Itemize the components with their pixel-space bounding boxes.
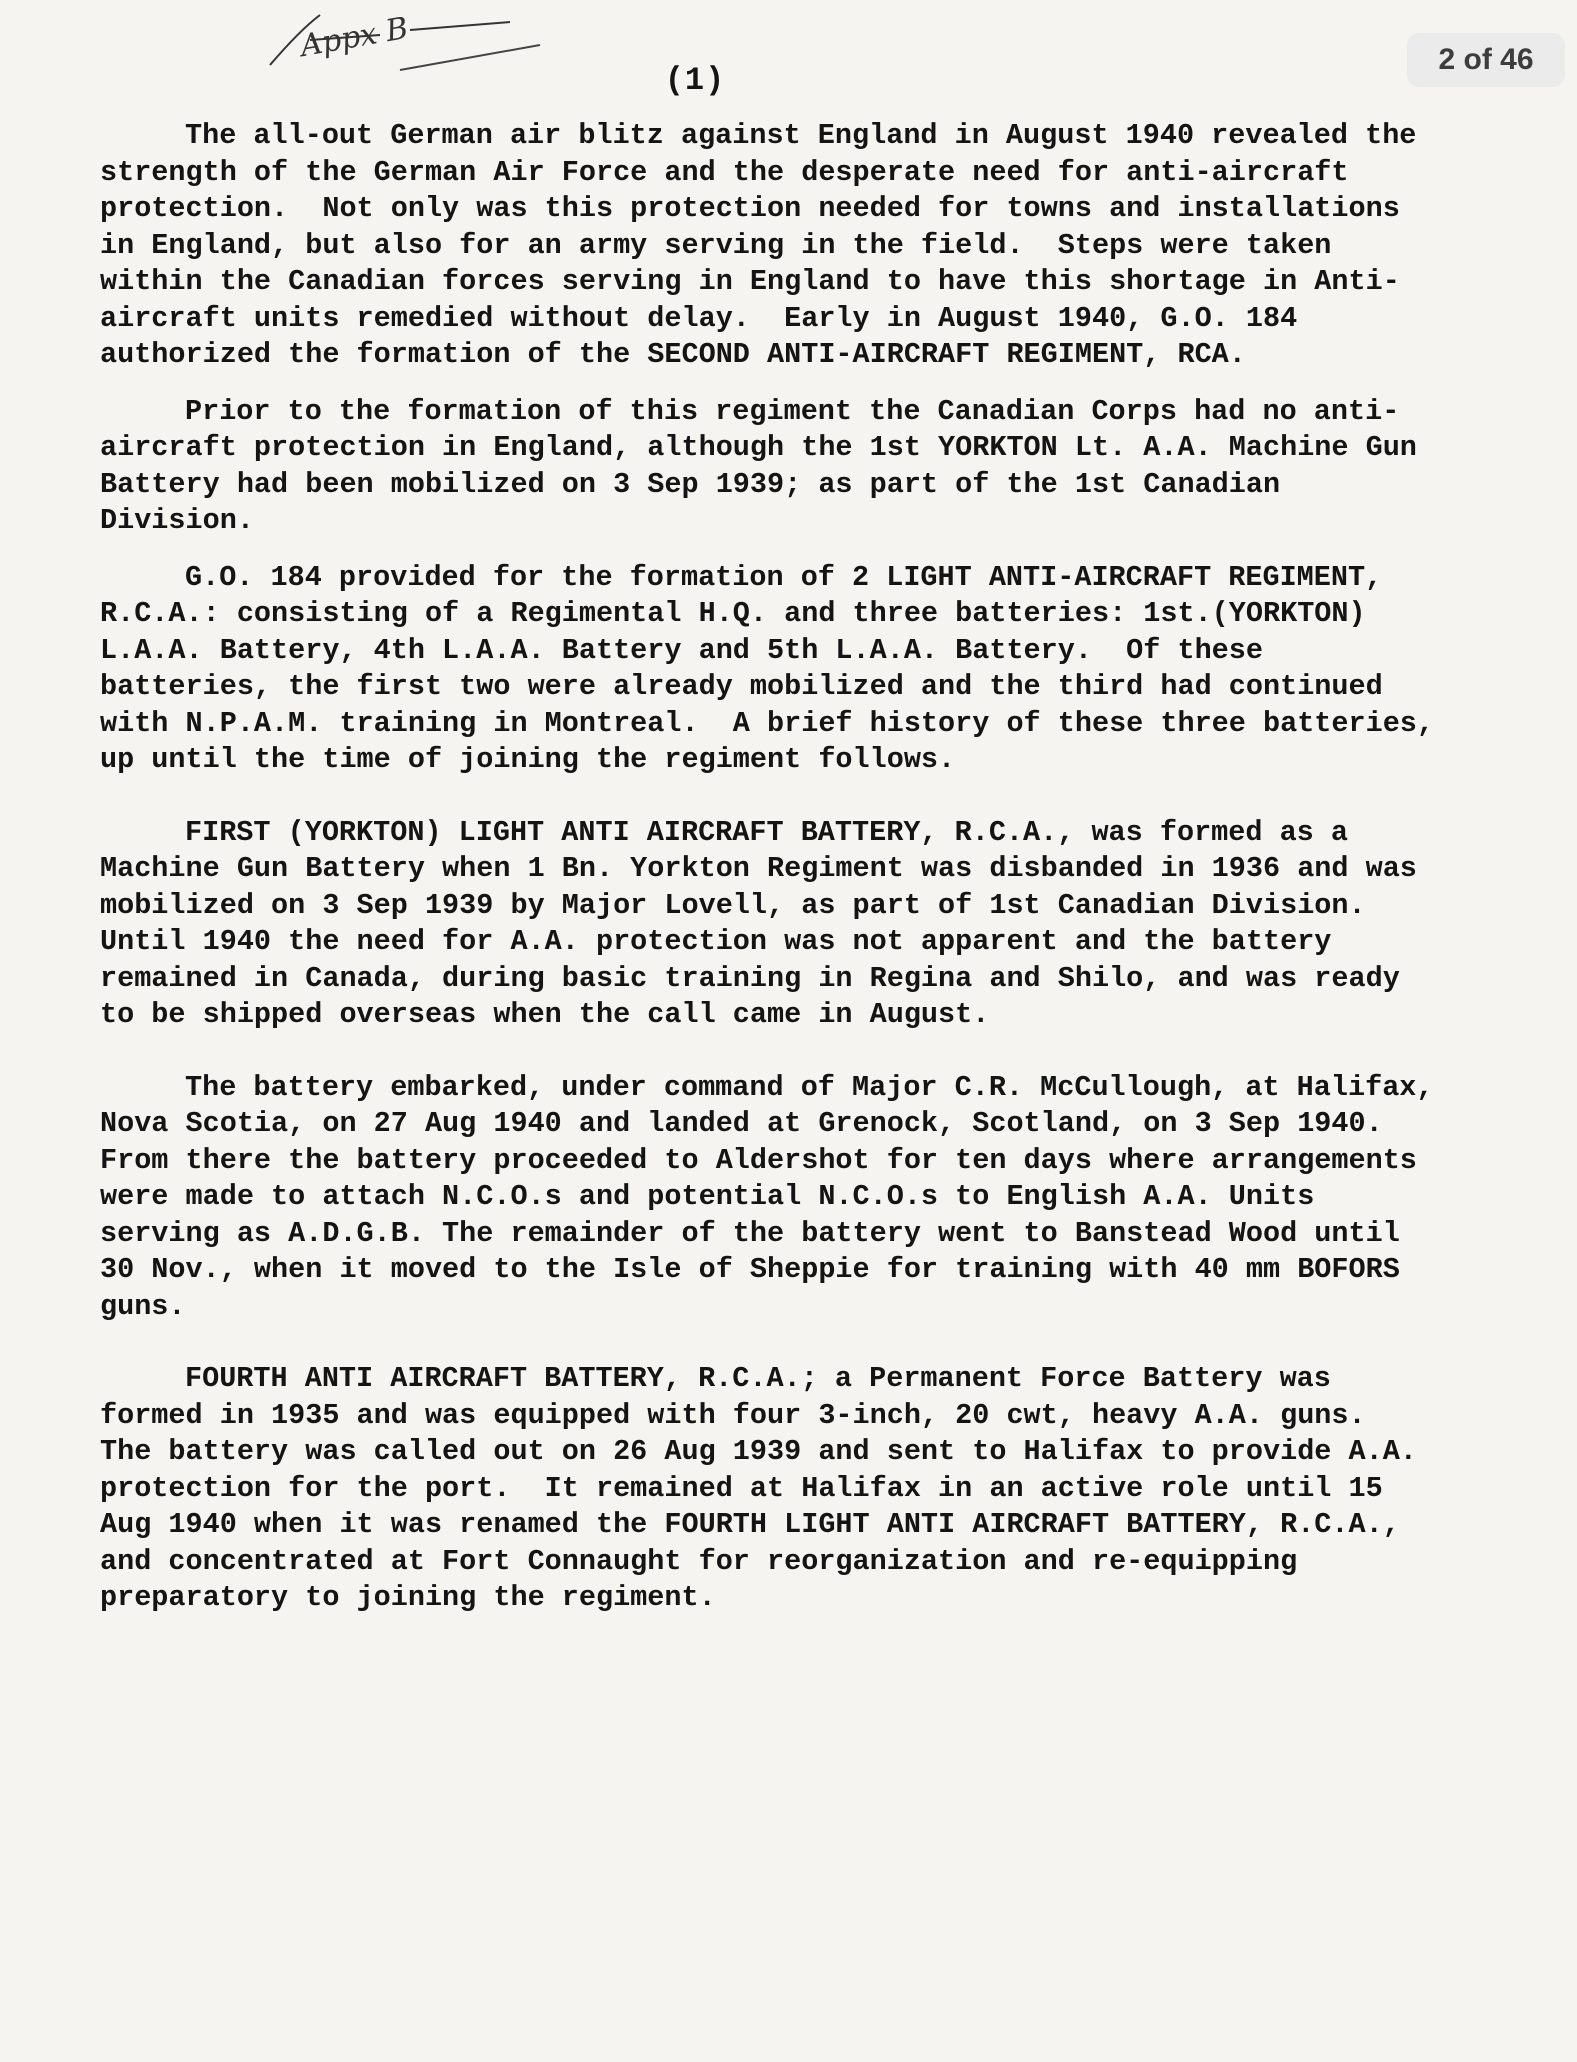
paragraph-first-battery: FIRST (YORKTON) LIGHT ANTI AIRCRAFT BATTERY, R.C.A., was formed as a Machine Gun Battery when 1 Bn. Yorkton Regiment was disbanded in 1936 and was mobilized on 3 Sep 1939 by Major Lovell, as part of 1st Canadian Division. Until 1940 the need for A.A. protection was not apparent and the battery remained in Canada, during basic training in Regina and Shilo, and was ready to be shipped overseas when the call came in August. [100, 815, 1435, 1031]
paragraph-battery-embarked: The battery embarked, under command of Major C.R. McCullough, at Halifax, Nova Scotia, on 27 Aug 1940 and landed at Grenock, Scotland, on 3 Sep 1940. From there the battery proceeded to Aldershot for ten days where arrangements were made to attach N.C.O.s and potential N.C.O.s to English A.A. Units serving as A.D.G.B. The remainder of the battery went to Banstead Wood until 30 Nov., when it moved to the Isle of Sheppie for training with 40 mm BOFORS guns. [100, 1070, 1451, 1323]
paragraph-go-184: G.O. 184 provided for the formation of 2 LIGHT ANTI-AIRCRAFT REGIMENT, R.C.A.: consisting of a Regimental H.Q. and three batteries: 1st.(YORKTON) L.A.A. Battery, 4th L.A.A. Battery and 5th L.A.A. Battery. Of these batteries, the first two were already mobilized and the third had continued with N.P.A.M. training in Montreal. A brief history of these three batteries, up until the time of joining the regiment follows. [100, 560, 1452, 776]
page-number: (1) [664, 62, 726, 99]
paragraph-fourth-battery: FOURTH ANTI AIRCRAFT BATTERY, R.C.A.; a Permanent Force Battery was formed in 1935 and was equipped with four 3-inch, 20 cwt, heavy A.A. guns. The battery was called out on 26 Aug 1939 and sent to Halifax to provide A.A. protection for the port. It remained at Halifax in an active role until 15 Aug 1940 when it was renamed the FOURTH LIGHT ANTI AIRCRAFT BATTERY, R.C.A., and concentrated at Fort Connaught for reorganization and re-equipping preparatory to joining the regiment. [100, 1362, 1435, 1614]
paragraph-prior-formation: Prior to the formation of this regiment the Canadian Corps had no anti-aircraft protection in England, although the 1st YORKTON Lt. A.A. Machine Gun Battery had been mobilized on 3 Sep 1939; as part of the 1st Canadian Division. [100, 394, 1435, 537]
paragraph-intro: The all-out German air blitz against England in August 1940 revealed the strength of the German Air Force and the desperate need for anti-aircraft protection. Not only was this protection needed for towns and installations in England, but also for an army serving in the field. Steps were taken within the Canadian forces serving in England to have this shortage in Anti-aircraft units remedied without delay. Early in August 1940, G.O. 184 authorized the formation of the SECOND ANTI-AIRCRAFT REGIMENT, RCA. [100, 119, 1434, 371]
page-indicator: 2 of 46 [1407, 33, 1565, 87]
document-body [100, 118, 1452, 1637]
handwritten-note: Appx B [297, 10, 411, 65]
